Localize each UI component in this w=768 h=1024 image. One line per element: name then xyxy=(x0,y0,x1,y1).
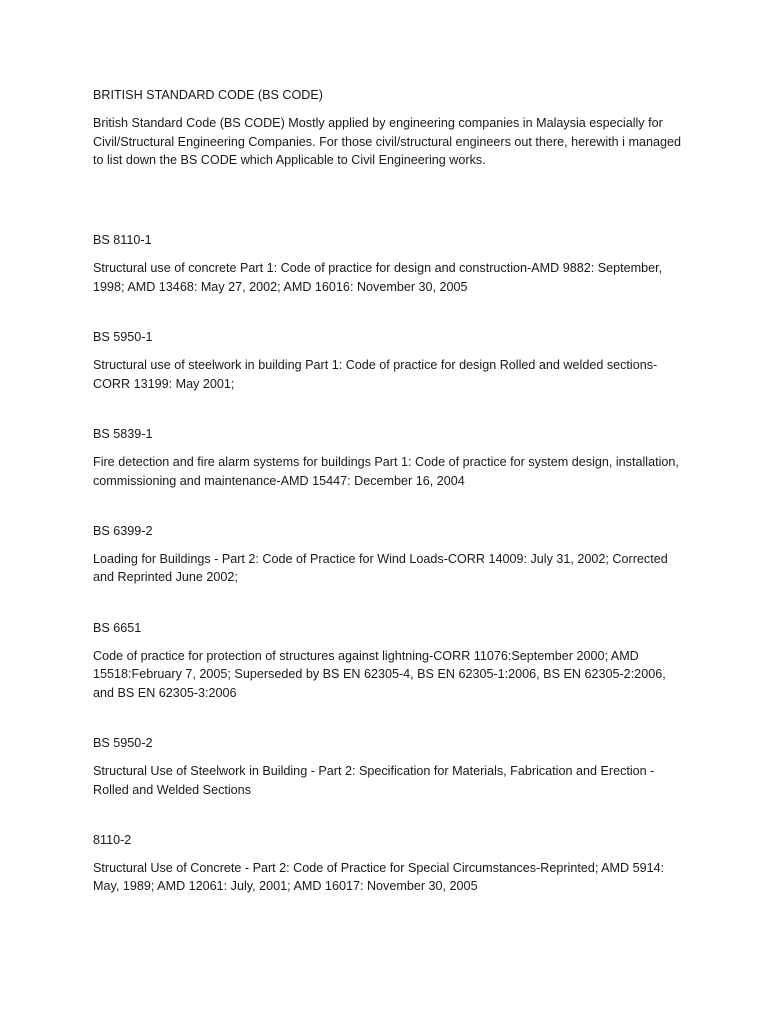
bs-code-entry xyxy=(93,619,683,702)
bs-code-description: Code of practice for protection of structures against lightning-CORR 11076:September 2000; AMD 15518:February 7, 2005; Superseded by BS EN 62305-4, BS EN 62305-1:2006, BS EN 62305-2:2006, and BS EN 62305-3:2006 xyxy=(93,649,666,700)
document-page xyxy=(93,86,683,928)
bs-code-description: Structural Use of Steelwork in Building - Part 2: Specification for Materials, Fabrication and Erection -Rolled and Welded Sections xyxy=(93,764,655,797)
bs-code-number: 8110-2 xyxy=(93,832,132,847)
bs-code-description: Fire detection and fire alarm systems for buildings Part 1: Code of practice for system design, installation, commissioning and maintenance-AMD 15447: December 16, 2004 xyxy=(93,455,679,488)
bs-code-entry xyxy=(93,231,683,296)
bs-code-description: Structural use of steelwork in building Part 1: Code of practice for design Rolled and welded sections-CORR 13199: May 2001; xyxy=(93,358,658,391)
bs-code-entry xyxy=(93,425,683,490)
bs-code-entry xyxy=(93,734,683,799)
bs-code-number: BS 5950-2 xyxy=(93,735,153,750)
bs-code-number: BS 8110-1 xyxy=(93,233,152,248)
bs-code-description: Structural Use of Concrete - Part 2: Code of Practice for Special Circumstances-Reprinted; AMD 5914: May, 1989; AMD 12061: July, 2001; AMD 16017: November 30, 2005 xyxy=(93,861,665,894)
bs-code-number: BS 6651 xyxy=(93,620,142,635)
document-title: BRITISH STANDARD CODE (BS CODE) xyxy=(93,88,323,102)
bs-code-description: Structural use of concrete Part 1: Code of practice for design and construction-AMD 9882: September, 1998; AMD 13468: May 27, 2002; AMD 16016: November 30, 2005 xyxy=(93,261,663,294)
bs-code-number: BS 5950-1 xyxy=(93,330,153,345)
bs-code-entry xyxy=(93,522,683,587)
intro-paragraph: British Standard Code (BS CODE) Mostly applied by engineering companies in Malaysia especially for Civil/Structural Engineering Companies. For those civil/structural engineers out there, herewith i managed to list down the BS CODE which Applicable to Civil Engineering works. xyxy=(93,116,681,167)
bs-code-description: Loading for Buildings - Part 2: Code of Practice for Wind Loads-CORR 14009: July 31, 2002; Corrected and Reprinted June 2002; xyxy=(93,552,668,585)
bs-code-number: BS 5839-1 xyxy=(93,426,153,441)
bs-code-entry xyxy=(93,831,683,896)
bs-code-list xyxy=(93,231,683,896)
bs-code-number: BS 6399-2 xyxy=(93,523,153,538)
bs-code-entry xyxy=(93,328,683,393)
